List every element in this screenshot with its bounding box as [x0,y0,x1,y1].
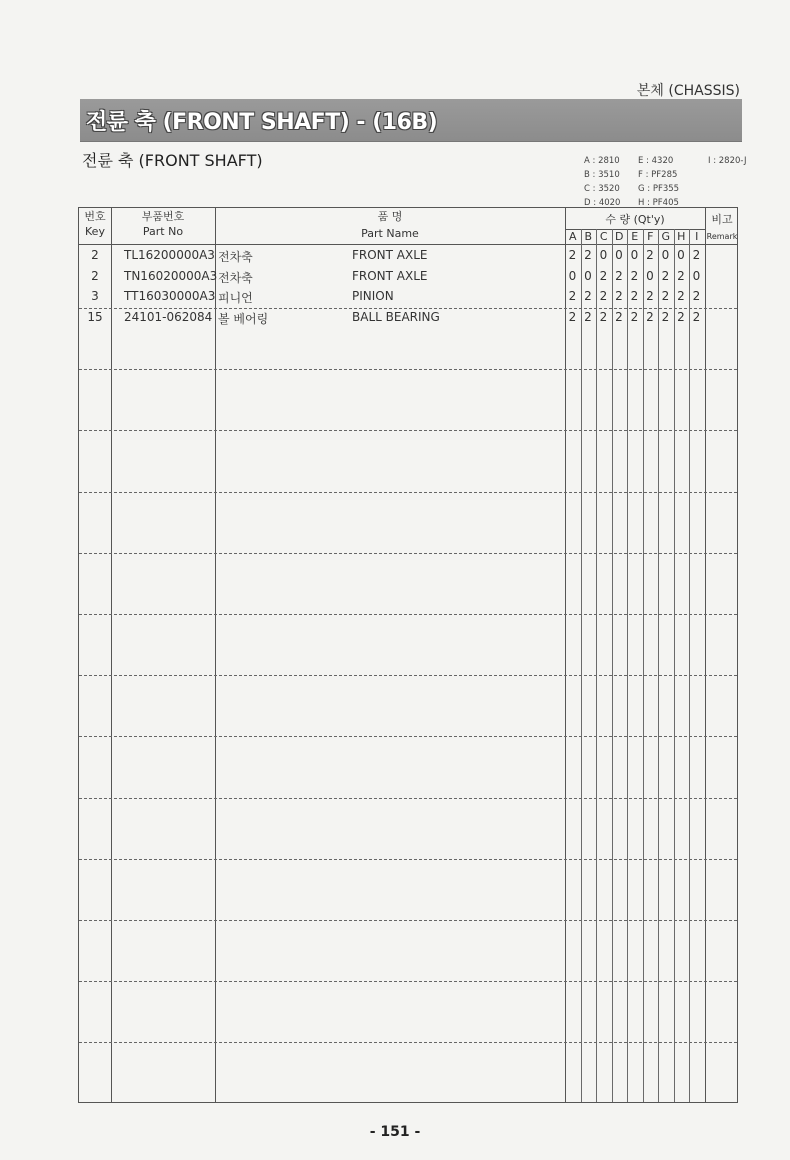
row-separator [79,920,737,921]
qty-column-header: I [695,230,699,243]
legend-item: I : 2820-J [708,156,747,166]
row-qty-value: 2 [661,309,670,324]
row-qty-value: 2 [661,268,670,283]
row-qty-value: 2 [584,309,592,324]
row-separator [79,308,737,309]
qty-column-divider [643,229,644,1102]
legend-item: B : 3510 [584,170,620,180]
row-qty-value: 2 [615,289,623,303]
row-separator [79,492,737,493]
column-divider [215,208,216,1102]
row-qty-value: 2 [568,289,577,303]
legend-item: E : 4320 [638,156,674,166]
row-separator [79,736,737,737]
row-part-no: TT16030000A3 [124,289,216,303]
row-qty-value: 0 [646,268,654,283]
row-qty-value: 0 [584,268,592,283]
qty-column-divider [612,229,613,1102]
row-qty-value: 0 [677,248,685,262]
row-name-en: BALL BEARING [352,309,440,324]
legend-item: G : PF355 [638,184,680,194]
legend-column-1 [584,154,620,210]
row-separator [79,981,737,982]
row-separator [79,614,737,615]
qty-column-header: F [647,230,654,243]
page-title: 전륜 축 (FRONT SHAFT) - (16B) [86,110,438,135]
qty-column-header: G [661,230,671,243]
row-qty-value: 2 [584,289,592,303]
row-name-ko: 피니언 [218,291,253,305]
page-number: - 151 - [369,1124,421,1140]
header-remark-ko: 비고 [711,213,733,226]
row-part-no: 24101-062084 [124,309,213,324]
qty-column-header: D [615,230,624,243]
row-qty-value: 0 [692,268,701,283]
row-separator [79,553,737,554]
subtitle: 전륜 축 (FRONT SHAFT) [82,151,263,170]
legend-item: C : 3520 [584,184,620,194]
row-qty-value: 2 [646,309,654,324]
header-bottom-line [79,244,737,245]
row-qty-value: 2 [568,248,577,262]
row-name-ko: 전차축 [218,270,253,285]
qty-column-divider [689,229,690,1102]
qty-column-header: E [631,230,639,243]
row-key: 2 [91,248,99,262]
header-partno-ko: 부품번호 [141,210,185,223]
row-separator [79,369,737,370]
row-separator [79,798,737,799]
header-partname-ko: 품 명 [377,210,403,223]
legend-item: D : 4020 [584,198,621,208]
row-qty-value: 2 [599,309,608,324]
header-remark-en: Remark [706,232,738,241]
row-qty-value: 2 [677,309,685,324]
row-name-ko: 전차축 [218,250,253,264]
row-key: 3 [91,289,99,303]
row-separator [79,675,737,676]
row-qty-value: 2 [599,268,608,283]
header-partno-en: Part No [142,225,184,238]
row-key: 2 [91,268,99,283]
row-separator [79,859,737,860]
column-divider [565,208,566,1102]
row-separator [79,1042,737,1043]
qty-column-header: A [568,230,577,243]
row-qty-value: 0 [630,248,639,262]
title-bar [80,99,742,142]
row-name-en: PINION [352,289,394,303]
qty-column-divider [627,229,628,1102]
row-qty-value: 2 [692,289,701,303]
row-qty-value: 2 [661,289,670,303]
row-qty-value: 2 [599,289,608,303]
qty-column-divider [658,229,659,1102]
row-qty-value: 2 [630,309,639,324]
header-key-en: Key [85,225,105,238]
row-qty-value: 2 [692,309,701,324]
row-name-en: FRONT AXLE [352,268,428,283]
row-qty-value: 2 [646,248,654,262]
row-qty-value: 2 [615,268,623,283]
row-qty-value: 2 [692,248,701,262]
row-qty-value: 0 [568,268,577,283]
legend-column-3 [708,154,746,168]
row-separator [79,430,737,431]
row-qty-value: 0 [615,248,623,262]
row-part-no: TN16020000A3 [124,268,218,283]
row-qty-value: 0 [599,248,608,262]
qty-column-header: C [599,230,608,243]
qty-column-header: B [584,230,593,243]
row-key: 15 [87,309,103,324]
column-divider [705,208,706,1102]
row-qty-value: 2 [630,268,639,283]
row-name-en: FRONT AXLE [352,248,428,262]
row-qty-value: 2 [615,309,623,324]
legend-item: F : PF285 [638,170,678,180]
section-header: 본체 (CHASSIS) [636,83,740,99]
parts-table [78,207,738,1103]
row-qty-value: 0 [661,248,670,262]
row-qty-value: 2 [568,309,577,324]
row-qty-value: 2 [630,289,639,303]
qty-column-divider [674,229,675,1102]
row-qty-value: 2 [677,289,685,303]
header-qty: 수 량 (Qt'y) [605,213,665,226]
qty-column-divider [581,229,582,1102]
legend-item: H : PF405 [638,198,679,208]
row-qty-value: 2 [677,268,685,283]
row-qty-value: 2 [584,248,592,262]
header-key-ko: 번호 [84,210,106,223]
legend-column-2 [638,154,679,210]
row-name-ko: 볼 베어링 [218,311,269,326]
qty-column-header: H [677,230,686,243]
column-divider [111,208,112,1102]
row-part-no: TL16200000A3 [124,248,215,262]
header-partname-en: Part Name [361,227,419,240]
legend-item: A : 2810 [584,156,620,166]
qty-column-divider [596,229,597,1102]
row-qty-value: 2 [646,289,654,303]
